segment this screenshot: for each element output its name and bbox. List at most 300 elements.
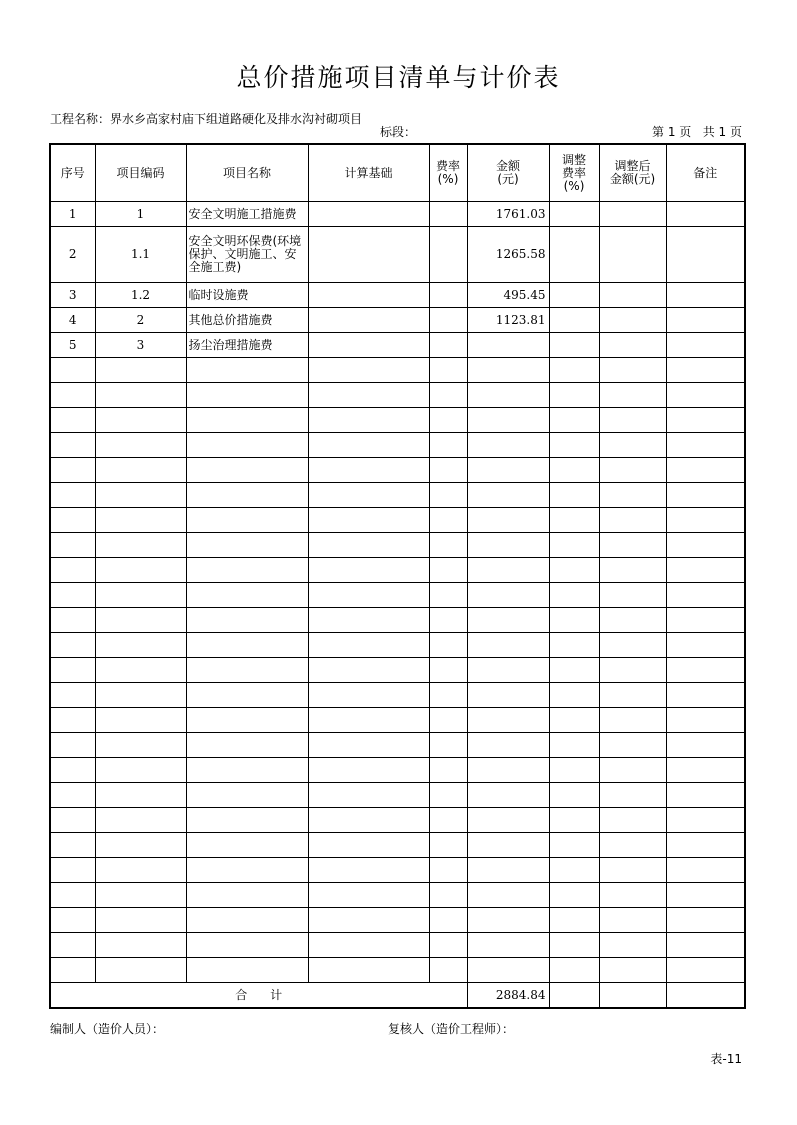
- cell-rate: [429, 283, 467, 308]
- empty-cell: [429, 583, 467, 608]
- cell-name: 临时设施费: [186, 283, 308, 308]
- empty-cell: [666, 383, 745, 408]
- empty-cell: [186, 833, 308, 858]
- empty-cell: [666, 858, 745, 883]
- empty-row: [50, 808, 745, 833]
- empty-cell: [50, 683, 95, 708]
- empty-cell: [308, 608, 429, 633]
- cell-adj-amount: [599, 227, 666, 283]
- empty-cell: [549, 508, 599, 533]
- header-row: [50, 144, 745, 202]
- empty-cell: [95, 908, 186, 933]
- empty-cell: [467, 558, 549, 583]
- cell-code: 1.2: [95, 283, 186, 308]
- empty-cell: [429, 683, 467, 708]
- section-label: 标段：: [380, 125, 417, 139]
- empty-cell: [666, 758, 745, 783]
- cell-note: [666, 983, 745, 1009]
- empty-cell: [308, 783, 429, 808]
- empty-cell: [467, 733, 549, 758]
- cell-adj-rate: [549, 308, 599, 333]
- table-row: [50, 333, 745, 358]
- empty-cell: [599, 583, 666, 608]
- table-row: [50, 227, 745, 283]
- empty-cell: [50, 833, 95, 858]
- cell-amount: 1123.81: [467, 308, 549, 333]
- empty-cell: [95, 958, 186, 983]
- measures-table: [49, 143, 746, 1009]
- empty-cell: [186, 933, 308, 958]
- cell-amount: 1761.03: [467, 202, 549, 227]
- empty-cell: [186, 658, 308, 683]
- total-amount: 2884.84: [467, 983, 549, 1009]
- empty-cell: [186, 883, 308, 908]
- cell-seq: 2: [50, 227, 95, 283]
- cell-basis: [308, 227, 429, 283]
- empty-cell: [549, 358, 599, 383]
- empty-cell: [429, 508, 467, 533]
- empty-cell: [308, 908, 429, 933]
- empty-row: [50, 958, 745, 983]
- cell-adj-rate: [549, 202, 599, 227]
- empty-cell: [50, 433, 95, 458]
- empty-cell: [599, 358, 666, 383]
- empty-cell: [467, 608, 549, 633]
- empty-cell: [95, 858, 186, 883]
- header-adj-amount: 调整后 金额(元): [599, 144, 666, 202]
- empty-cell: [429, 358, 467, 383]
- empty-cell: [186, 608, 308, 633]
- empty-cell: [429, 558, 467, 583]
- empty-row: [50, 358, 745, 383]
- empty-cell: [666, 908, 745, 933]
- empty-cell: [186, 708, 308, 733]
- empty-cell: [308, 883, 429, 908]
- empty-cell: [467, 833, 549, 858]
- empty-cell: [429, 608, 467, 633]
- empty-cell: [467, 358, 549, 383]
- empty-cell: [95, 558, 186, 583]
- empty-cell: [186, 783, 308, 808]
- empty-cell: [308, 633, 429, 658]
- empty-cell: [308, 733, 429, 758]
- header-amount: 金额 (元): [467, 144, 549, 202]
- empty-cell: [429, 958, 467, 983]
- empty-cell: [666, 558, 745, 583]
- empty-cell: [429, 658, 467, 683]
- empty-row: [50, 833, 745, 858]
- empty-cell: [308, 483, 429, 508]
- cell-seq: 1: [50, 202, 95, 227]
- empty-row: [50, 533, 745, 558]
- empty-cell: [95, 733, 186, 758]
- empty-cell: [429, 483, 467, 508]
- empty-cell: [467, 908, 549, 933]
- table-row: [50, 283, 745, 308]
- empty-cell: [186, 683, 308, 708]
- cell-code: 3: [95, 333, 186, 358]
- header-code: 项目编码: [95, 144, 186, 202]
- empty-row: [50, 708, 745, 733]
- header-rate: 费率 (%): [429, 144, 467, 202]
- empty-cell: [666, 658, 745, 683]
- empty-cell: [666, 633, 745, 658]
- empty-cell: [467, 783, 549, 808]
- empty-row: [50, 933, 745, 958]
- empty-cell: [308, 558, 429, 583]
- empty-cell: [95, 883, 186, 908]
- empty-cell: [50, 858, 95, 883]
- cell-note: [666, 308, 745, 333]
- empty-cell: [95, 358, 186, 383]
- empty-cell: [599, 683, 666, 708]
- empty-cell: [308, 433, 429, 458]
- empty-cell: [186, 533, 308, 558]
- header-note: 备注: [666, 144, 745, 202]
- cell-basis: [308, 202, 429, 227]
- empty-cell: [599, 883, 666, 908]
- empty-cell: [429, 933, 467, 958]
- empty-cell: [95, 708, 186, 733]
- empty-cell: [186, 483, 308, 508]
- empty-cell: [599, 658, 666, 683]
- empty-cell: [95, 658, 186, 683]
- empty-cell: [95, 783, 186, 808]
- empty-cell: [599, 608, 666, 633]
- empty-cell: [599, 533, 666, 558]
- empty-cell: [308, 958, 429, 983]
- cell-code: 1.1: [95, 227, 186, 283]
- empty-cell: [599, 933, 666, 958]
- empty-cell: [186, 358, 308, 383]
- empty-cell: [467, 633, 549, 658]
- empty-cell: [666, 458, 745, 483]
- empty-cell: [429, 858, 467, 883]
- empty-cell: [186, 758, 308, 783]
- empty-cell: [429, 383, 467, 408]
- empty-row: [50, 558, 745, 583]
- cell-seq: 4: [50, 308, 95, 333]
- empty-cell: [666, 483, 745, 508]
- empty-cell: [599, 408, 666, 433]
- empty-cell: [666, 583, 745, 608]
- cell-adj-rate: [549, 333, 599, 358]
- empty-cell: [429, 408, 467, 433]
- empty-cell: [467, 708, 549, 733]
- empty-cell: [95, 758, 186, 783]
- empty-cell: [599, 858, 666, 883]
- empty-cell: [549, 708, 599, 733]
- cell-rate: [429, 308, 467, 333]
- empty-cell: [308, 408, 429, 433]
- empty-cell: [467, 458, 549, 483]
- empty-cell: [429, 833, 467, 858]
- empty-cell: [599, 383, 666, 408]
- empty-cell: [50, 783, 95, 808]
- empty-row: [50, 908, 745, 933]
- empty-cell: [549, 658, 599, 683]
- empty-cell: [599, 783, 666, 808]
- total-row: [50, 983, 745, 1009]
- empty-cell: [467, 483, 549, 508]
- empty-cell: [429, 908, 467, 933]
- empty-cell: [95, 483, 186, 508]
- empty-cell: [186, 383, 308, 408]
- empty-cell: [467, 958, 549, 983]
- empty-cell: [308, 533, 429, 558]
- empty-cell: [599, 458, 666, 483]
- empty-cell: [549, 733, 599, 758]
- empty-row: [50, 633, 745, 658]
- page-info: 第 1 页 共 1 页: [652, 125, 742, 139]
- empty-cell: [308, 708, 429, 733]
- empty-row: [50, 758, 745, 783]
- empty-cell: [95, 633, 186, 658]
- empty-cell: [95, 408, 186, 433]
- empty-cell: [549, 933, 599, 958]
- empty-cell: [549, 583, 599, 608]
- cell-basis: [308, 308, 429, 333]
- empty-cell: [549, 958, 599, 983]
- empty-cell: [50, 958, 95, 983]
- empty-cell: [666, 508, 745, 533]
- empty-cell: [549, 808, 599, 833]
- empty-cell: [186, 558, 308, 583]
- page-title: 总价措施项目清单与计价表: [236, 63, 561, 92]
- empty-cell: [50, 358, 95, 383]
- empty-cell: [50, 558, 95, 583]
- empty-cell: [549, 458, 599, 483]
- empty-cell: [186, 908, 308, 933]
- empty-cell: [429, 883, 467, 908]
- empty-row: [50, 483, 745, 508]
- cell-seq: 5: [50, 333, 95, 358]
- empty-cell: [467, 933, 549, 958]
- empty-cell: [50, 708, 95, 733]
- empty-cell: [308, 383, 429, 408]
- cell-adj-amount: [599, 202, 666, 227]
- cell-rate: [429, 333, 467, 358]
- cell-note: [666, 333, 745, 358]
- empty-cell: [599, 708, 666, 733]
- empty-cell: [429, 433, 467, 458]
- empty-cell: [467, 583, 549, 608]
- empty-cell: [186, 508, 308, 533]
- cell-adj-amount: [599, 308, 666, 333]
- empty-cell: [467, 433, 549, 458]
- empty-cell: [549, 633, 599, 658]
- empty-cell: [467, 808, 549, 833]
- empty-cell: [50, 733, 95, 758]
- empty-cell: [308, 933, 429, 958]
- cell-rate: [429, 202, 467, 227]
- empty-cell: [467, 883, 549, 908]
- empty-cell: [666, 408, 745, 433]
- empty-cell: [429, 808, 467, 833]
- cell-adj-rate: [549, 227, 599, 283]
- cell-adj-rate: [549, 283, 599, 308]
- empty-cell: [666, 958, 745, 983]
- empty-cell: [50, 508, 95, 533]
- cell-name: 安全文明施工措施费: [186, 202, 308, 227]
- empty-cell: [186, 958, 308, 983]
- empty-cell: [549, 608, 599, 633]
- header-adj-rate: 调整 费率 (%): [549, 144, 599, 202]
- empty-row: [50, 583, 745, 608]
- empty-cell: [50, 633, 95, 658]
- empty-cell: [429, 708, 467, 733]
- cell-adj-amount: [599, 983, 666, 1009]
- cell-amount: 495.45: [467, 283, 549, 308]
- empty-cell: [666, 833, 745, 858]
- empty-cell: [50, 883, 95, 908]
- empty-cell: [50, 933, 95, 958]
- empty-cell: [95, 533, 186, 558]
- preparer-label: 编制人（造价人员）：: [50, 1022, 165, 1036]
- empty-cell: [429, 633, 467, 658]
- empty-cell: [599, 808, 666, 833]
- empty-cell: [95, 933, 186, 958]
- reviewer-label: 复核人（造价工程师）：: [388, 1022, 515, 1036]
- empty-cell: [599, 508, 666, 533]
- empty-cell: [308, 833, 429, 858]
- cell-amount: 1265.58: [467, 227, 549, 283]
- empty-cell: [549, 858, 599, 883]
- empty-row: [50, 858, 745, 883]
- empty-cell: [549, 883, 599, 908]
- table-row: [50, 308, 745, 333]
- empty-cell: [95, 383, 186, 408]
- empty-cell: [599, 958, 666, 983]
- empty-cell: [549, 908, 599, 933]
- empty-cell: [308, 858, 429, 883]
- cell-note: [666, 202, 745, 227]
- empty-cell: [549, 483, 599, 508]
- empty-cell: [308, 758, 429, 783]
- cell-seq: 3: [50, 283, 95, 308]
- header-name: 项目名称: [186, 144, 308, 202]
- empty-cell: [308, 508, 429, 533]
- empty-cell: [666, 683, 745, 708]
- empty-cell: [95, 808, 186, 833]
- empty-cell: [549, 408, 599, 433]
- cell-name: 其他总价措施费: [186, 308, 308, 333]
- empty-cell: [467, 383, 549, 408]
- empty-cell: [186, 583, 308, 608]
- empty-cell: [50, 408, 95, 433]
- empty-cell: [50, 758, 95, 783]
- empty-cell: [50, 583, 95, 608]
- empty-cell: [95, 583, 186, 608]
- empty-cell: [666, 733, 745, 758]
- empty-cell: [186, 808, 308, 833]
- empty-cell: [666, 808, 745, 833]
- empty-cell: [467, 858, 549, 883]
- empty-cell: [95, 683, 186, 708]
- empty-cell: [308, 358, 429, 383]
- empty-cell: [429, 458, 467, 483]
- header-seq: 序号: [50, 144, 95, 202]
- cell-basis: [308, 333, 429, 358]
- empty-row: [50, 683, 745, 708]
- cell-rate: [429, 227, 467, 283]
- cell-name: 安全文明环保费(环境保护、文明施工、安全施工费): [186, 227, 308, 283]
- empty-cell: [50, 383, 95, 408]
- empty-cell: [186, 433, 308, 458]
- empty-row: [50, 883, 745, 908]
- empty-cell: [549, 533, 599, 558]
- cell-adj-amount: [599, 283, 666, 308]
- empty-row: [50, 658, 745, 683]
- empty-cell: [308, 808, 429, 833]
- empty-cell: [308, 458, 429, 483]
- empty-cell: [50, 658, 95, 683]
- empty-cell: [599, 908, 666, 933]
- empty-cell: [549, 558, 599, 583]
- empty-cell: [50, 908, 95, 933]
- empty-row: [50, 458, 745, 483]
- cell-basis: [308, 283, 429, 308]
- empty-cell: [599, 433, 666, 458]
- empty-cell: [95, 833, 186, 858]
- empty-cell: [599, 558, 666, 583]
- empty-cell: [186, 733, 308, 758]
- project-name: 工程名称：界水乡高家村庙下组道路硬化及排水沟衬砌项目: [50, 112, 363, 126]
- empty-cell: [549, 383, 599, 408]
- empty-cell: [429, 533, 467, 558]
- cell-code: 2: [95, 308, 186, 333]
- empty-cell: [599, 833, 666, 858]
- header-basis: 计算基础: [308, 144, 429, 202]
- empty-cell: [549, 833, 599, 858]
- cell-note: [666, 283, 745, 308]
- empty-row: [50, 383, 745, 408]
- empty-cell: [599, 758, 666, 783]
- empty-cell: [549, 433, 599, 458]
- empty-row: [50, 408, 745, 433]
- empty-cell: [50, 458, 95, 483]
- empty-cell: [666, 783, 745, 808]
- empty-cell: [95, 433, 186, 458]
- empty-cell: [549, 758, 599, 783]
- form-code: 表-11: [710, 1052, 742, 1066]
- empty-cell: [467, 408, 549, 433]
- cell-adj-rate: [549, 983, 599, 1009]
- empty-cell: [186, 408, 308, 433]
- empty-cell: [50, 483, 95, 508]
- empty-cell: [186, 858, 308, 883]
- cell-code: 1: [95, 202, 186, 227]
- empty-cell: [308, 658, 429, 683]
- empty-cell: [467, 508, 549, 533]
- table-row: [50, 202, 745, 227]
- empty-cell: [666, 708, 745, 733]
- empty-cell: [186, 458, 308, 483]
- empty-row: [50, 733, 745, 758]
- empty-cell: [467, 533, 549, 558]
- total-label: 合 计: [50, 983, 467, 1009]
- empty-cell: [95, 458, 186, 483]
- cell-name: 扬尘治理措施费: [186, 333, 308, 358]
- empty-cell: [666, 358, 745, 383]
- empty-cell: [599, 733, 666, 758]
- empty-cell: [467, 758, 549, 783]
- empty-cell: [666, 433, 745, 458]
- empty-row: [50, 608, 745, 633]
- empty-cell: [186, 633, 308, 658]
- empty-cell: [599, 633, 666, 658]
- empty-cell: [429, 758, 467, 783]
